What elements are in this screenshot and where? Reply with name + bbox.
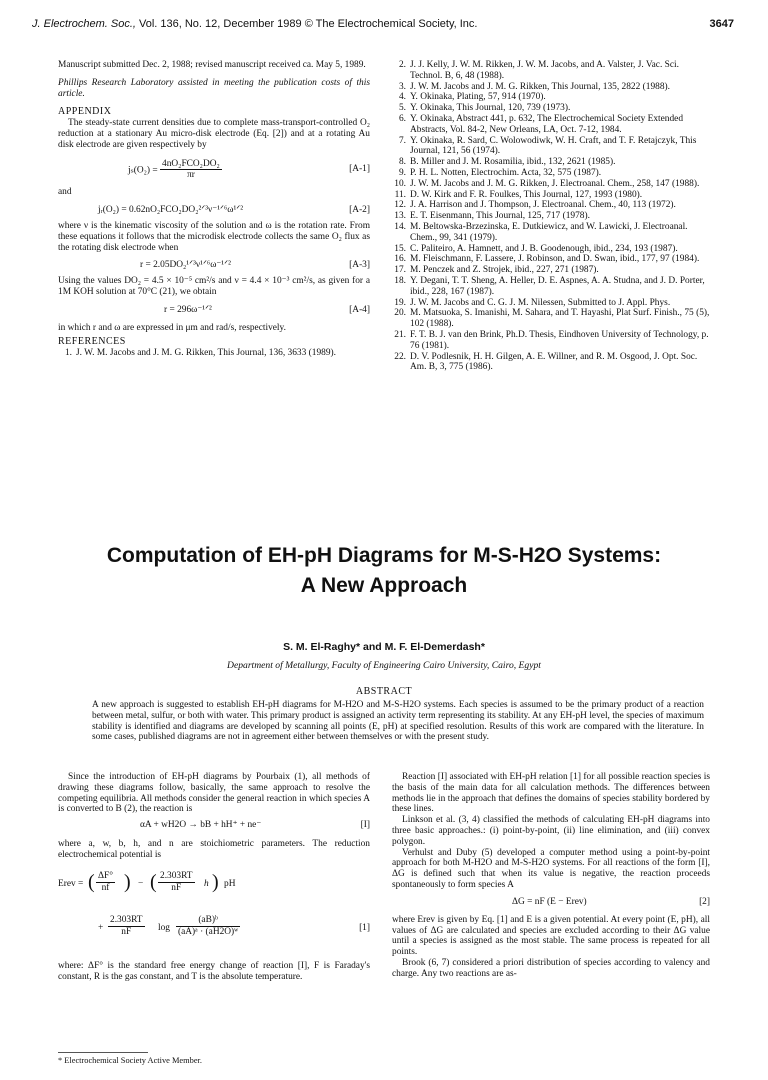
reference-item (392, 92, 710, 103)
reference-number: 11. (394, 189, 406, 200)
right-paragraph-1: Reaction [I] associated with EH-pH relation [1] for all possible reaction species is the basis of the main data for all calculation methods. The differences between methods lie in the approach that defines the domains of species stability bordered by these lines. (392, 772, 710, 815)
left-paragraph-2: where a, w, b, h, and n are stoichiometric parameters. The reduction electrochemical potential is (58, 839, 370, 860)
footnote: * Electrochemical Society Active Member. (58, 1056, 202, 1065)
equation-erev-fraction3: $\frac{2.303RT}{nF}$ (110, 914, 143, 937)
reference-number: 4. (398, 92, 406, 103)
reference-text: J. J. Kelly, J. W. M. Rikken, J. W. M. Jacobs, and A. Valster, J. Vac. Sci. Technol. B, 6, 48 (1988). (410, 60, 679, 81)
appendix-text: The steady-state current densities due to complete mass-transport-controlled O₂ reduction at a stationary Au micro-disk electrode (Eq. [2]) and at a rotating Au disk electrode are given respectively by (58, 118, 370, 150)
equation-a1-denominator: πr (186, 170, 195, 181)
reference-item (392, 298, 710, 309)
running-header (32, 18, 734, 34)
page-number: 3647 (709, 18, 734, 30)
equation-a1-fraction (160, 159, 222, 182)
reference-text: J. A. Harrison and J. Thompson, J. Electroanal. Chem., 40, 113 (1972). (410, 200, 676, 211)
equation-erev-line1: Erev = ( $\frac{\Delta F^\circ}{nf}$ ) − ( $\frac{2.303RT}{nF}$ h ) pH (58, 870, 236, 893)
reference-item (392, 82, 710, 93)
prev-article-right-column (392, 60, 710, 373)
equation-erev-lhs: Erev = (58, 878, 84, 889)
equation-a1-numerator: 4nO₂FCO₂DO₂ (162, 158, 220, 169)
equation-2 (392, 897, 710, 911)
reference-text: Y. Okinaka, Plating, 57, 914 (1970). (410, 92, 546, 103)
equation-a4-body: r = 296ω⁻¹ᐟ² (164, 305, 212, 316)
reference-number: 15. (394, 243, 406, 254)
equation-a3-tag: [A-3] (349, 259, 370, 270)
reference-item (392, 352, 710, 374)
footnote-rule (58, 1052, 148, 1053)
reference-item (392, 136, 710, 158)
abstract-heading: ABSTRACT (355, 686, 413, 697)
article-title-line2: A New Approach (300, 574, 468, 597)
reference-item (392, 114, 710, 136)
reference-item (392, 244, 710, 255)
publication-costs-note: Phillips Research Laboratory assisted in meeting the publication costs of this article. (58, 77, 370, 99)
reference-item (392, 200, 710, 211)
reference-text: Y. Degani, T. T. Sheng, A. Heller, D. E. Aspnes, A. A. Studna, and J. D. Porter, ibid., 228, 167 (1987). (410, 275, 705, 297)
reference-item (392, 103, 710, 114)
text-after-a3: Using the values DO₂ = 4.5 × 10⁻⁵ cm²/s and ν = 4.4 × 10⁻³ cm²/s, as given for a 1M KOH solution at 70°C (21), we obtain (58, 275, 370, 297)
equation-a3 (58, 260, 370, 274)
and-word: and (58, 186, 72, 197)
reference-number: 12. (394, 200, 406, 211)
reference-number: 18. (394, 275, 406, 286)
reference-item (392, 157, 710, 168)
reference-text: M. Fleischmann, F. Lassere, J. Robinson, and D. Swan, ibid., 177, 97 (1984). (410, 254, 700, 265)
text-after-a4: in which r and ω are expressed in μm and rad/s, respectively. (58, 323, 286, 334)
references-list-right (392, 60, 710, 373)
equation-2-tag: [2] (699, 896, 710, 907)
reference-item (392, 190, 710, 201)
equation-a4 (58, 305, 370, 319)
reference-number: 9. (398, 167, 406, 178)
reference-number: 21. (394, 329, 406, 340)
references-list-left (58, 348, 370, 359)
equation-a1 (58, 155, 370, 185)
reference-number: 10. (394, 178, 406, 189)
reference-text: J. W. M. Jacobs and J. M. G. Rikken, This Journal, 135, 2822 (1988). (410, 81, 670, 92)
equation-I (58, 820, 370, 834)
right-paragraph-2: Linkson et al. (3, 4) classified the methods of calculating EH-pH diagrams into three basic approaches.: (i) point-by-point, (ii) line elimination, and (iii) convex polygon. (392, 815, 710, 847)
abstract-text: A new approach is suggested to establish EH-pH diagrams for M-H2O and M-S-H2O systems. Each species is assumed to be the primary product of a reaction between metal, sulfur, or both with water. This primary product is assigned an activity term representing its stability. At any EH-pH level, the species of maximum stability is identified and diagrams are developed by scanning all points (E, pH) at specified resolution. Results of this work are compared with the literature. In some cases, published diagrams are not in agreement either between themselves or with the present study. (92, 700, 704, 743)
reference-text: D. W. Kirk and F. R. Foulkes, This Journal, 127, 1993 (1980). (410, 189, 643, 200)
reference-text: F. T. B. J. van den Brink, Ph.D. Thesis, Eindhoven University of Technology, p. 76 (1981). (410, 329, 709, 351)
reference-number: 1. (64, 347, 72, 358)
equation-erev-fraction1: $\frac{\Delta F^\circ}{nf}$ (98, 870, 113, 893)
reference-text: Y. Okinaka, Abstract 441, p. 632, The Electrochemical Society Extended Abstracts, Vol. 84-2, New Orleans, LA, Oct. 7-12, 1984. (410, 113, 684, 135)
journal-citation: Vol. 136, No. 12, December 1989 © The Electrochemical Society, Inc. (135, 18, 478, 30)
equation-erev-line2: + $\frac{2.303RT}{nF}$ log $\frac{\text{(aB)ᵇ}}{\text{(aA)ᵃ · (aH2O)ʷ}}$ [1] (98, 914, 370, 937)
reference-number: 5. (398, 103, 406, 114)
reference-item (392, 265, 710, 276)
reference-number: 17. (394, 265, 406, 276)
equation-a4-tag: [A-4] (349, 305, 370, 316)
appendix-heading: APPENDIX (58, 106, 112, 118)
reference-text: Y. Okinaka, R. Sard, C. Wolowodiwk, W. H. Craft, and T. F. Retajczyk, This Journal, 121, 56 (1974). (410, 135, 697, 157)
reference-number: 16. (394, 254, 406, 265)
reference-number: 6. (398, 113, 406, 124)
right-paragraph-5: Brook (6, 7) considered a priori distribution of species according to valency and charge. Any two reactions are as- (392, 957, 710, 979)
left-paragraph-3: where: ΔF° is the standard free energy change of reaction [I], F is Faraday's constant, R is the gas constant, and T is the absolute temperature. (58, 960, 370, 982)
reference-number: 7. (398, 135, 406, 146)
reference-number: 3. (398, 81, 406, 92)
reference-item (392, 168, 710, 179)
reference-text: D. V. Podlesnik, H. H. Gilgen, A. E. Willner, and R. M. Osgood, J. Opt. Soc. Am. B, 3, 775 (1986). (410, 351, 698, 373)
article-authors: S. M. El-Raghy* and M. F. El-Demerdash* (283, 641, 485, 653)
reference-text: M. Matsuoka, S. Imanishi, M. Sahara, and T. Hayashi, Plat Surf. Finish., 75 (5), 102 (1988). (410, 308, 710, 330)
reference-number: 13. (394, 211, 406, 222)
equation-erev-fraction2: $\frac{2.303RT}{nF}$ (160, 870, 193, 893)
text-after-a2: where ν is the kinematic viscosity of the solution and ω is the rotation rate. From these equations it follows that the microdisk electrode collects the same O₂ flux as the rotating disk electrode when (58, 221, 370, 253)
reference-text: J. W. M. Jacobs and J. M. G. Rikken, J. Electroanal. Chem., 258, 147 (1988). (410, 178, 700, 189)
equation-a3-body: r = 2.05DO₂¹ᐟ³ν¹ᐟ⁶ω⁻¹ᐟ² (140, 259, 231, 270)
article-title-line1: Computation of EH-pH Diagrams for M-S-H2O Systems: (106, 544, 662, 567)
reference-number: 19. (394, 297, 406, 308)
reference-text: C. Paliteiro, A. Hamnett, and J. B. Goodenough, ibid., 234, 193 (1987). (410, 243, 678, 254)
article-left-column (58, 772, 370, 982)
reference-text: J. W. M. Jacobs and C. G. J. M. Nilessen, Submitted to J. Appl. Phys. (410, 297, 671, 308)
reference-text: B. Miller and J. M. Rosamilia, ibid., 132, 2621 (1985). (410, 157, 616, 168)
reference-text: M. Beltowska-Brzezinska, E. Dutkiewicz, and W. Lawicki, J. Electroanal. Chem., 99, 341 (1979). (410, 221, 688, 243)
reference-text: J. W. M. Jacobs and J. M. G. Rikken, This Journal, 136, 3633 (1989). (76, 347, 336, 358)
left-paragraph-1: Since the introduction of EH-pH diagrams by Pourbaix (1), all methods of drawing these diagrams follow, basically, the same approach to resolve the competing equilibria. All methods consider the general reaction in which species A is converted to B (2), the reaction is (58, 772, 370, 815)
manuscript-note: Manuscript submitted Dec. 2, 1988; revised manuscript received ca. May 5, 1989. (58, 60, 366, 70)
equation-a2-tag: [A-2] (349, 205, 370, 216)
equation-a2-body: jᵣ(O₂) = 0.62nO₂FCO₂DO₂²ᐟ³ν⁻¹ᐟ⁶ω¹ᐟ² (98, 205, 244, 216)
journal-name: J. Electrochem. Soc., (32, 18, 136, 30)
reference-number: 20. (394, 308, 406, 319)
reference-number: 2. (398, 60, 406, 70)
reference-item (392, 276, 710, 298)
equation-erev-tag: [1] (359, 922, 370, 933)
reference-item (392, 254, 710, 265)
equation-erev-fraction4: $\frac{\text{(aB)ᵇ}}{\text{(aA)ᵃ · (aH2O)ʷ}}$ (178, 914, 239, 937)
reference-text: P. H. L. Notten, Electrochim. Acta, 32, 575 (1987). (410, 167, 602, 178)
reference-number: 14. (394, 221, 406, 232)
equation-I-body: αA + wH2O → bB + hH⁺ + ne⁻ (140, 820, 262, 831)
equation-a1-lhs: jₛ(O₂) = (128, 165, 158, 176)
equation-2-body: ΔG = nF (E − Erev) (512, 896, 587, 907)
reference-item (392, 222, 710, 244)
reference-text: Y. Okinaka, This Journal, 120, 739 (1973). (410, 103, 571, 114)
reference-text: E. T. Eisenmann, This Journal, 125, 717 (1978). (410, 211, 590, 222)
right-paragraph-3: Verhulst and Duby (5) developed a computer method using a point-by-point approach for both M-H2O and M-S-H2O systems. For all reactions of the form [I], ΔG is defined such that when its value is negative, the reaction proceeds spontaneously to form species A (392, 847, 710, 890)
references-heading: REFERENCES (58, 336, 126, 348)
reference-item (58, 348, 370, 359)
prev-article-left-column (58, 60, 370, 359)
right-paragraph-4: where Erev is given by Eq. [1] and E is a given potential. At every point (E, pH), all values of ΔG are calculated and species are excluded according to their ΔG value until a species is assigned as the most stable. The same process is repeated for all points. (392, 914, 710, 958)
equation-a2 (58, 205, 370, 219)
reference-item (392, 211, 710, 222)
reference-number: 8. (398, 157, 406, 168)
equation-I-tag: [I] (360, 820, 370, 831)
article-right-column (392, 772, 710, 980)
reference-item (392, 60, 710, 82)
reference-number: 22. (394, 351, 406, 362)
reference-item (392, 179, 710, 190)
reference-item (392, 308, 710, 330)
reference-item (392, 330, 710, 352)
article-affiliation: Department of Metallurgy, Faculty of Engineering Cairo University, Cairo, Egypt (227, 660, 541, 671)
reference-text: M. Penczek and Z. Strojek, ibid., 227, 271 (1987). (410, 265, 599, 276)
equation-a1-tag: [A-1] (349, 163, 370, 174)
